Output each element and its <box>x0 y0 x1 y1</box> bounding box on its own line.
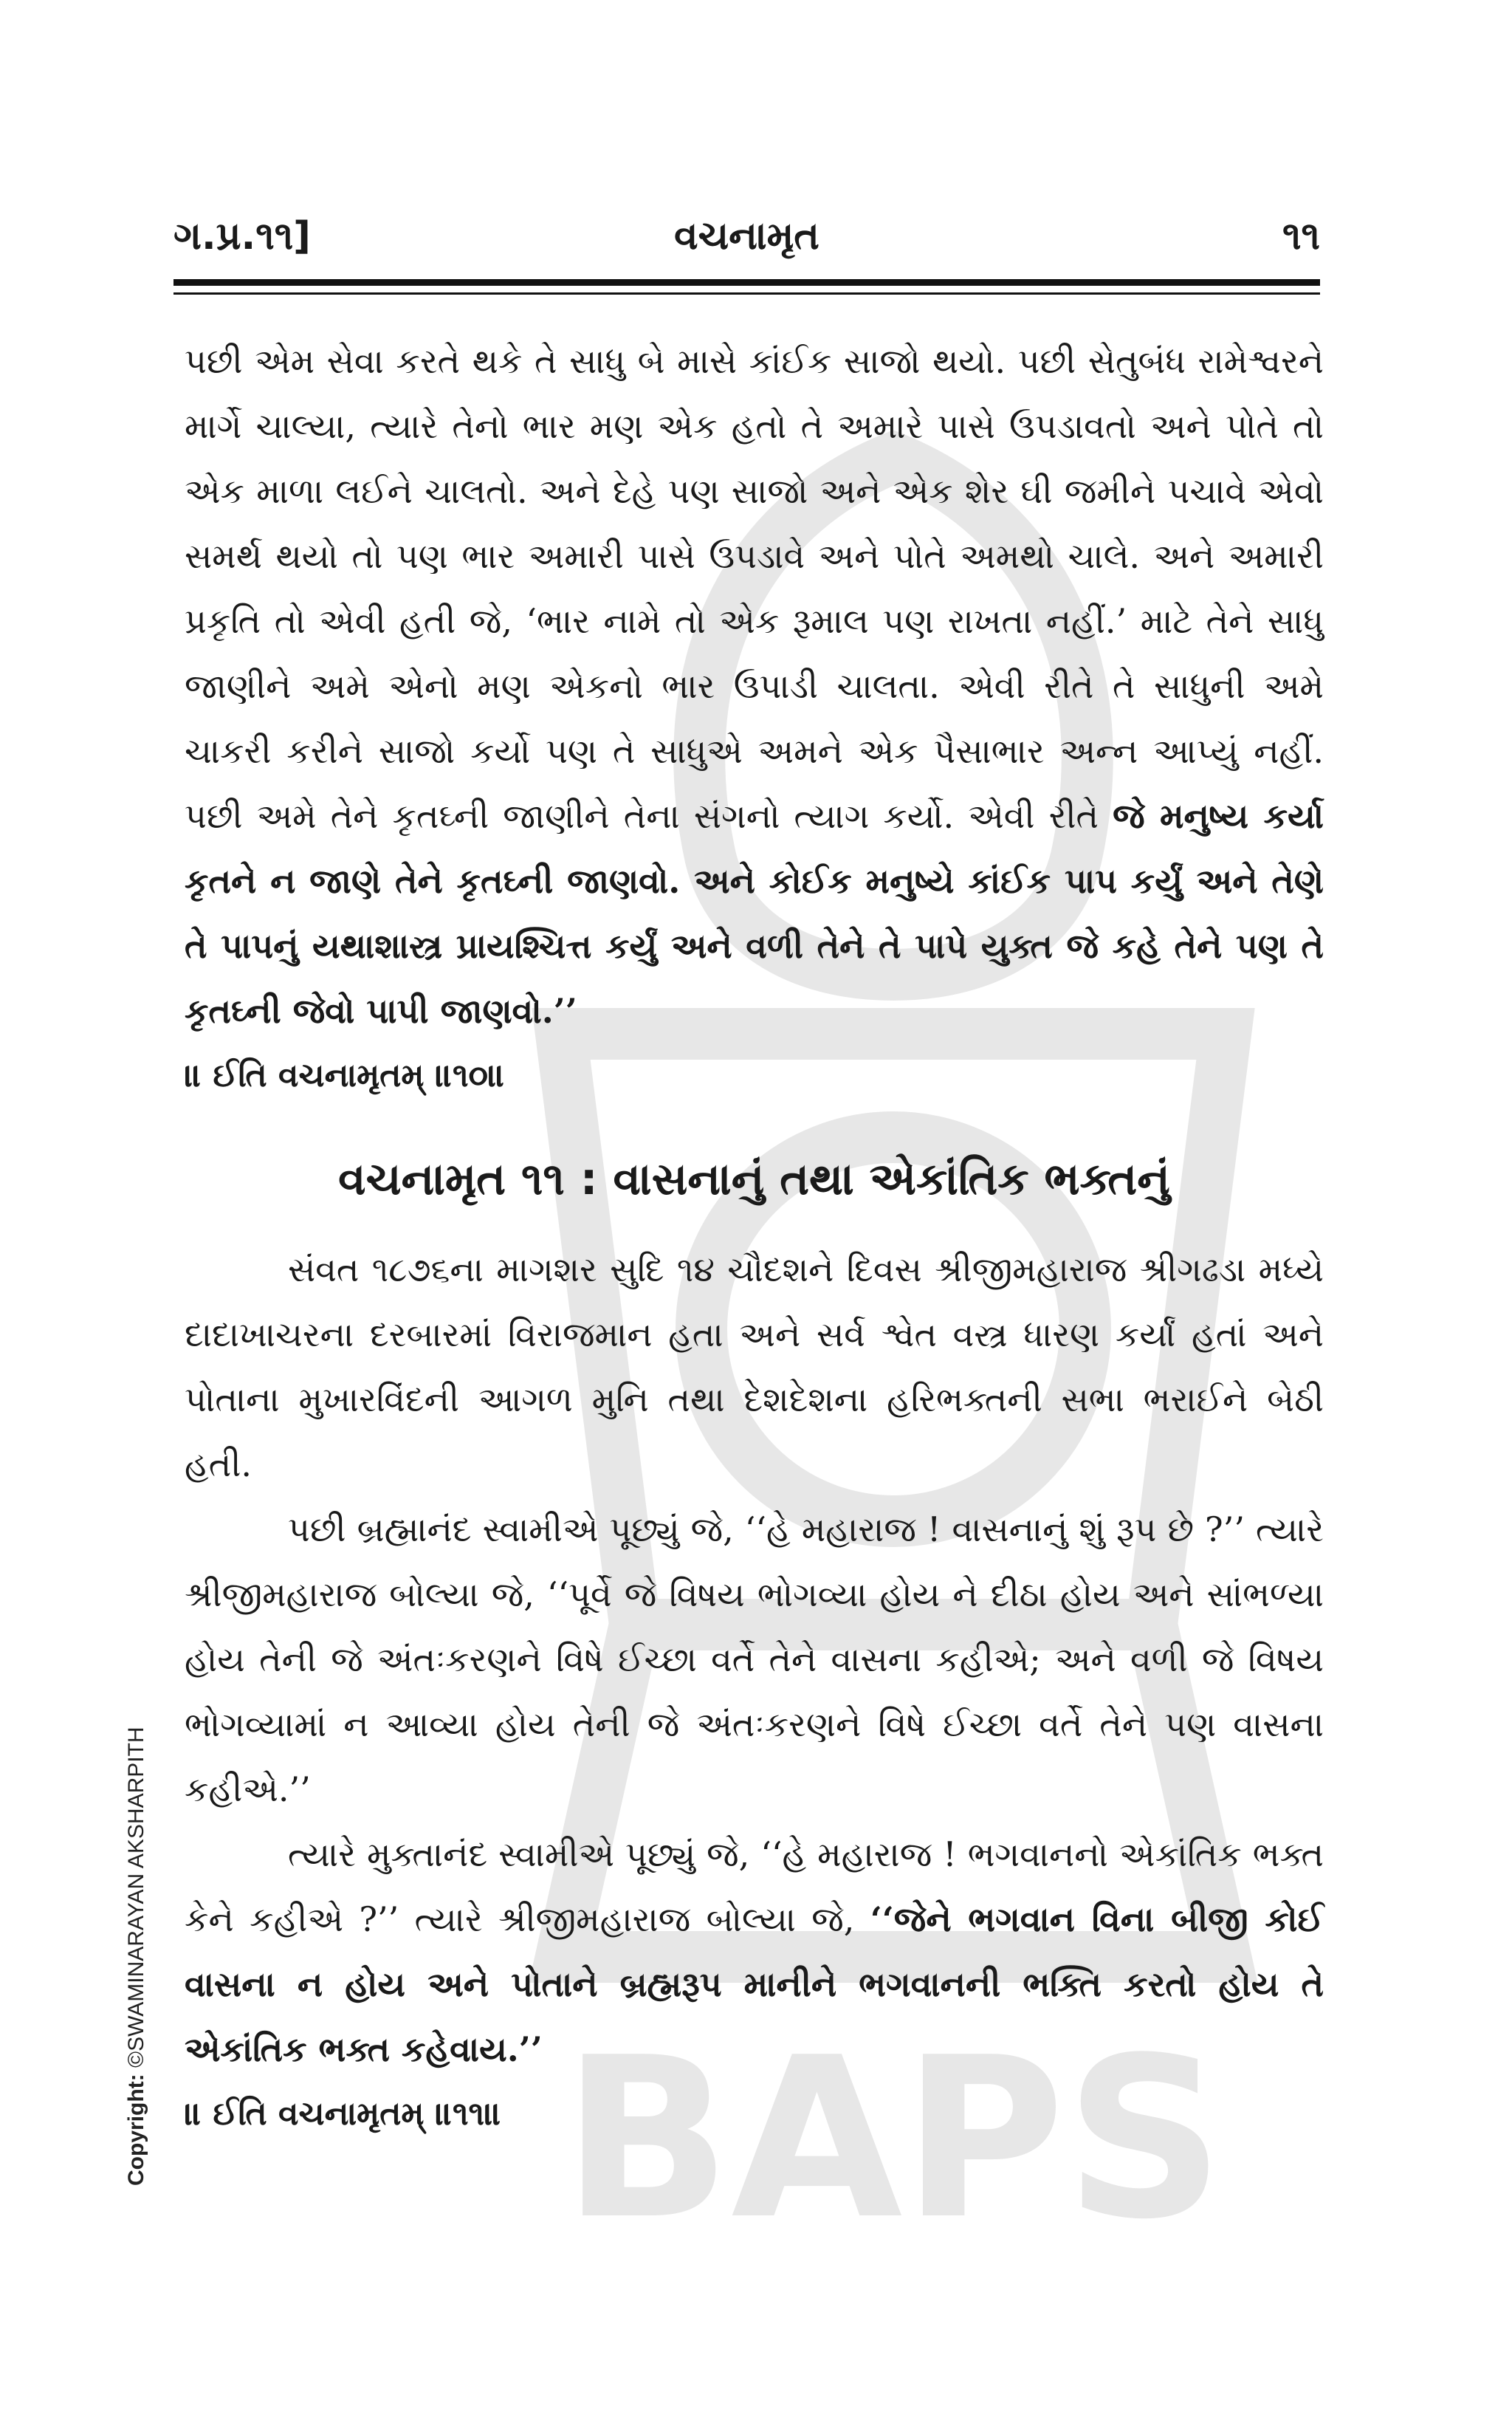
paragraph-2: સંવત ૧૮૭૬ના માગશર સુદિ ૧૪ ચૌદશને દિવસ શ્રીજીમહારાજ શ્રીગઢડા મધ્યે દાદાખાચરના દરબારમાં વિરાજમાન હતા અને સર્વ શ્વેત વસ્ત્ર ધારણ કર્યાં હતાં અને પોતાના મુખારવિંદની આગળ મુનિ તથા દેશદેશના હરિભક્તની સભા ભરાઈને બેઠી હતી. <box>185 1249 1324 1484</box>
chapter-ref: ગ.પ્ર.૧૧] <box>173 214 311 258</box>
paragraph-1-text: પછી એમ સેવા કરતે થકે તે સાધુ બે માસે કાંઈક સાજો થયો. પછી સેતુબંધ રામેશ્વરને માર્ગે ચાલ્યા, ત્યારે તેનો ભાર મણ એક હતો તે અમારે પાસે ઉપડાવતો અને પોતે તો એક માળા લઈને ચાલતો. અને દેહે પણ સાજો અને એક શેર ઘી જમીને પચાવે એવો સમર્થ થયો તો પણ ભાર અમારી પાસે ઉપડાવે અને પોતે અમથો ચાલે. અને અમારી પ્રકૃતિ તો એવી હતી જે, ‘ભાર નામે તો એક રૂમાલ પણ રાખતા નહીં.’ માટે તેને સાધુ જાણીને અમે એનો મણ એકનો ભાર ઉપાડી ચાલતા. એવી રીતે તે સાધુની અમે ચાકરી કરીને સાજો કર્યો પણ તે સાધુએ અમને એક પૈસાભાર અન્ન આપ્યું નહીં. પછી અમે તેને કૃતઘ્ની જાણીને તેના સંગનો ત્યાગ કર્યો. એવી રીતે <box>185 341 1324 836</box>
page-header <box>173 214 1320 273</box>
copyright-text: ©SWAMINARAYAN AKSHARPITH <box>124 1727 148 2074</box>
watermark-text: BAPS <box>562 2010 1225 2268</box>
page-number: ૧૧ <box>1282 214 1320 258</box>
section-title: વચનામૃત ૧૧ : વાસનાનું તથા એકાંતિક ભક્તનું <box>338 1153 1170 1205</box>
paragraph-4-text: ત્યારે મુક્તાનંદ સ્વામીએ પૂછ્યું જે, ‘‘હે મહારાજ ! ભગવાનનો એકાંતિક ભક્ત કેને કહીએ ?’’ ત્યારે શ્રીજીમહારાજ બોલ્યા જે, <box>185 1834 1324 1939</box>
book-title: વચનામૃત <box>674 214 819 258</box>
copyright-label: Copyright: <box>124 2074 148 2186</box>
iti-vachanamrut-10: ॥ ઈતિ વચનામૃતમ્ ॥૧૦॥ <box>185 1057 506 1094</box>
paragraph-4-bold-text: ‘‘જેને ભગવાન વિના બીજી કોઈ વાસના ન હોય અને પોતાને બ્રહ્મરૂપ માનીને ભગવાનની ભક્તિ કરતો હોય તે એકાંતિક ભક્ત કહેવાય.’’ <box>185 1899 1324 2069</box>
page-body <box>185 329 1324 2147</box>
iti-vachanamrut-11: ॥ ઈતિ વચનામૃતમ્ ॥૧૧॥ <box>185 2095 502 2133</box>
copyright-notice <box>124 1727 149 2186</box>
paragraph-1-bold-text: જે મનુષ્ય કર્યા કૃતને ન જાણે તેને કૃતઘ્ની જાણવો. અને કોઈક મનુષ્યે કાંઈક પાપ કર્યું અને તેણે તે પાપનું યથાશાસ્ત્ર પ્રાયશ્ચિત્ત કર્યું અને વળી તેને તે પાપે યુક્ત જે કહે તેને પણ તે કૃતઘ્ની જેવો પાપી જાણવો.’’ <box>185 796 1324 1031</box>
paragraph-1 <box>185 329 1324 1043</box>
paragraph-4 <box>185 1822 1324 2082</box>
paragraph-3: પછી બ્રહ્માનંદ સ્વામીએ પૂછ્યું જે, ‘‘હે મહારાજ ! વાસનાનું શું રૂપ છે ?’’ ત્યારે શ્રીજીમહારાજ બોલ્યા જે, ‘‘પૂર્વે જે વિષય ભોગવ્યા હોય ને દીઠા હોય અને સાંભળ્યા હોય તેની જે અંતઃકરણને વિષે ઈચ્છા વર્તે તેને વાસના કહીએ; અને વળી જે વિષય ભોગવ્યામાં ન આવ્યા હોય તેની જે અંતઃકરણને વિષે ઈચ્છા વર્તે તેને પણ વાસના કહીએ.’’ <box>185 1509 1324 1809</box>
header-rule-thick <box>173 279 1320 286</box>
header-rule-thin <box>173 292 1320 295</box>
